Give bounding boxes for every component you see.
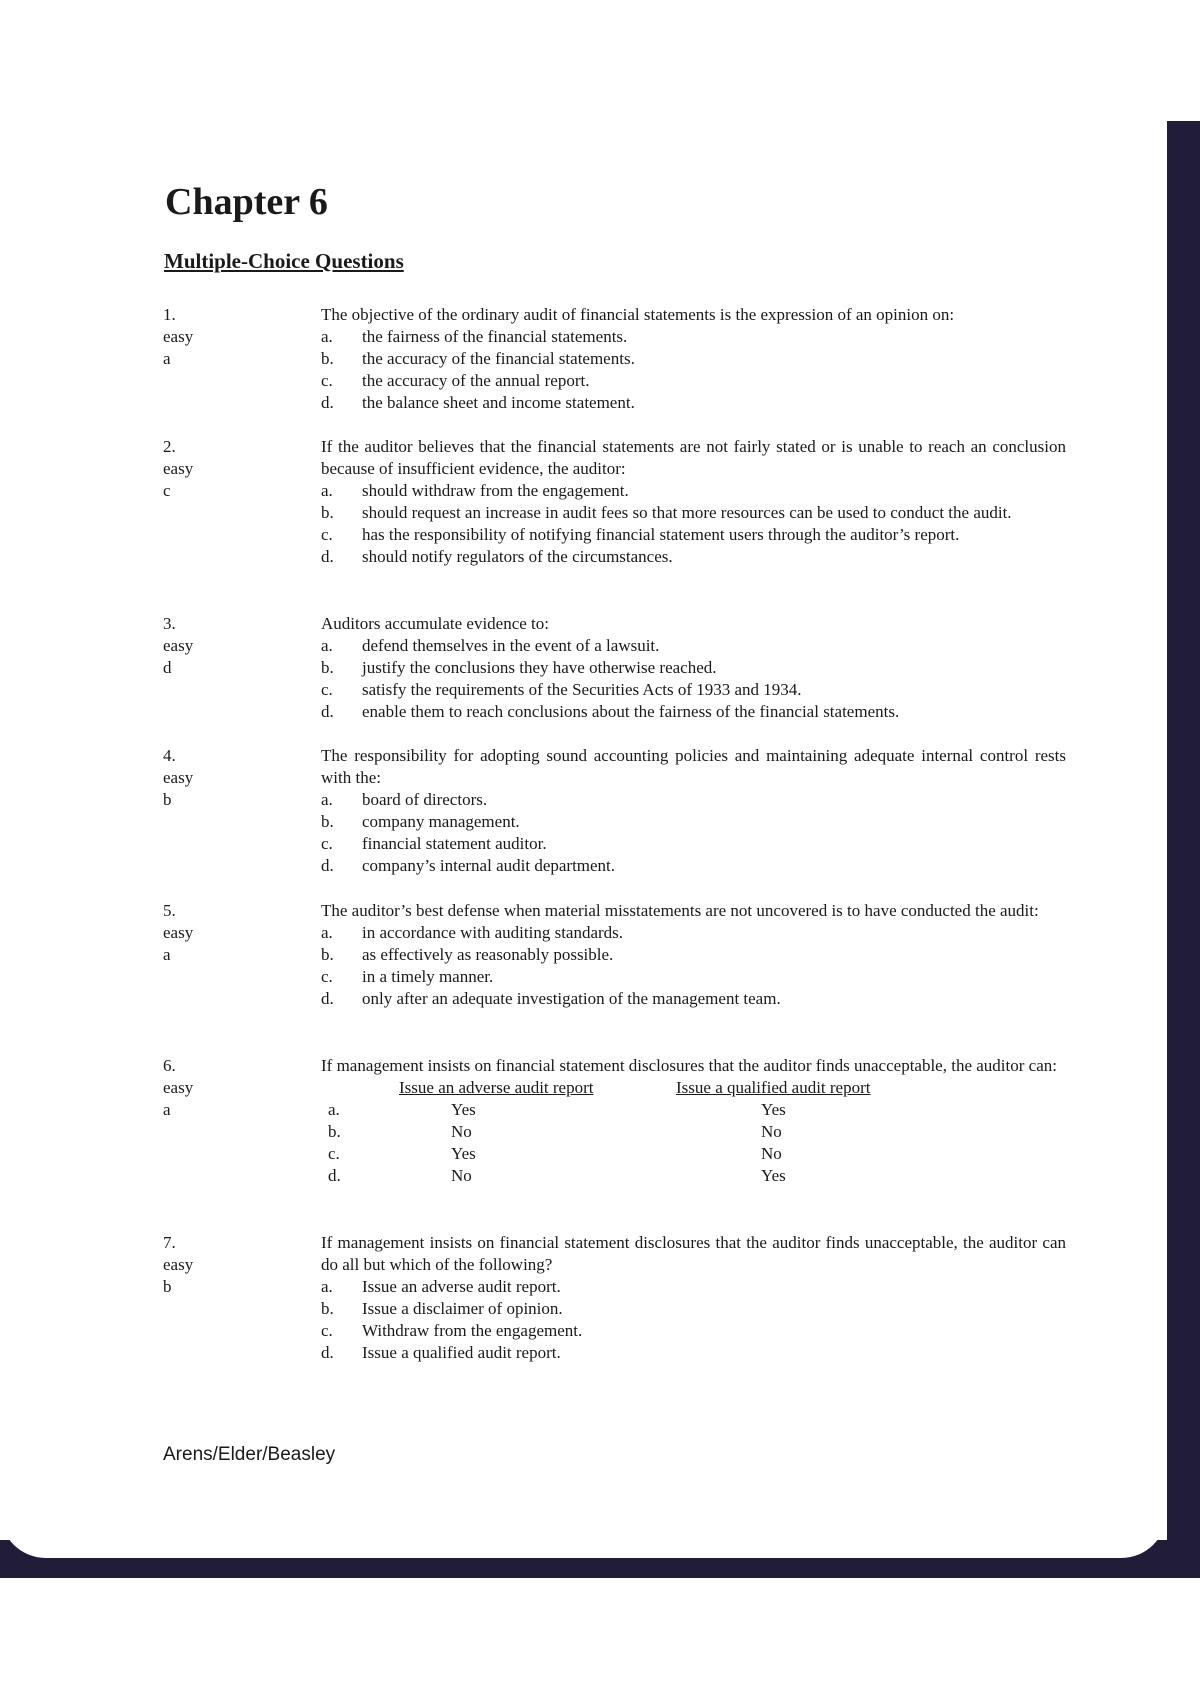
question-body bbox=[321, 745, 1066, 877]
question-meta bbox=[163, 1055, 243, 1121]
row-letter: a. bbox=[328, 1100, 340, 1119]
option-b bbox=[321, 348, 1066, 370]
table-header: Issue a qualified audit report bbox=[676, 1078, 871, 1097]
option-c bbox=[321, 524, 1066, 546]
option-text: enable them to reach conclusions about the fairness of the financial statements. bbox=[362, 702, 900, 721]
option-a bbox=[321, 326, 1066, 348]
option-c bbox=[321, 1320, 1066, 1342]
answer-table bbox=[321, 1077, 1066, 1187]
question-difficulty: easy bbox=[163, 768, 194, 787]
option-d bbox=[321, 1342, 1066, 1364]
question-answer: b bbox=[163, 790, 172, 809]
question-difficulty: easy bbox=[163, 1078, 194, 1097]
question-meta bbox=[163, 304, 243, 370]
table-cell: No bbox=[451, 1122, 472, 1141]
question-number: 5. bbox=[163, 901, 176, 920]
option-text: financial statement auditor. bbox=[362, 834, 547, 853]
option-a bbox=[321, 1276, 1066, 1298]
option-letter: b. bbox=[321, 658, 334, 677]
option-d bbox=[321, 855, 1066, 877]
question-meta bbox=[163, 436, 243, 502]
option-text: company’s internal audit department. bbox=[362, 856, 616, 875]
option-d bbox=[321, 392, 1066, 414]
question-answer: c bbox=[163, 481, 171, 500]
option-letter: c. bbox=[321, 834, 333, 853]
option-letter: b. bbox=[321, 1299, 334, 1318]
option-text: only after an adequate investigation of the management team. bbox=[362, 989, 781, 1008]
chapter-title: Chapter 6 bbox=[165, 181, 328, 223]
option-letter: c. bbox=[321, 680, 333, 699]
option-a bbox=[321, 922, 1066, 944]
question-stem: If management insists on financial statement disclosures that the auditor finds unacceptable, the auditor can: bbox=[321, 1056, 1057, 1075]
option-text: company management. bbox=[362, 812, 520, 831]
question-stem: If management insists on financial statement disclosures that the auditor finds unacceptable, the auditor can do all but which of the following? bbox=[321, 1233, 1066, 1274]
question-stem: The responsibility for adopting sound accounting policies and maintaining adequate internal control rests with the: bbox=[321, 746, 1066, 787]
option-b bbox=[321, 811, 1066, 833]
option-letter: d. bbox=[321, 856, 334, 875]
option-a bbox=[321, 480, 1066, 502]
question-number: 3. bbox=[163, 614, 176, 633]
option-text: Issue a qualified audit report. bbox=[362, 1343, 561, 1362]
option-text: in accordance with auditing standards. bbox=[362, 923, 624, 942]
question-meta bbox=[163, 613, 243, 679]
question-difficulty: easy bbox=[163, 636, 194, 655]
option-d bbox=[321, 546, 1066, 568]
section-title: Multiple-Choice Questions bbox=[164, 249, 404, 273]
option-b bbox=[321, 944, 1066, 966]
option-b bbox=[321, 502, 1066, 524]
question-meta bbox=[163, 1232, 243, 1298]
question-meta bbox=[163, 900, 243, 966]
question-answer: b bbox=[163, 1277, 172, 1296]
option-b bbox=[321, 657, 1066, 679]
question-number: 2. bbox=[163, 437, 176, 456]
question-number: 1. bbox=[163, 305, 176, 324]
option-c bbox=[321, 833, 1066, 855]
table-cell: Yes bbox=[451, 1100, 476, 1119]
table-cell: Yes bbox=[761, 1100, 786, 1119]
option-letter: c. bbox=[321, 371, 333, 390]
option-text: board of directors. bbox=[362, 790, 488, 809]
option-text: should notify regulators of the circumstances. bbox=[362, 547, 673, 566]
option-letter: d. bbox=[321, 547, 334, 566]
option-text: the accuracy of the annual report. bbox=[362, 371, 590, 390]
question-body bbox=[321, 1232, 1066, 1364]
table-cell: No bbox=[761, 1122, 782, 1141]
question-stem: If the auditor believes that the financial statements are not fairly stated or is unable to reach an conclusion because of insufficient evidence, the auditor: bbox=[321, 437, 1066, 478]
question-body bbox=[321, 900, 1066, 1010]
option-text: in a timely manner. bbox=[362, 967, 494, 986]
question-body bbox=[321, 1055, 1066, 1187]
option-letter: b. bbox=[321, 503, 334, 522]
option-letter: a. bbox=[321, 923, 333, 942]
row-letter: c. bbox=[328, 1144, 340, 1163]
question-stem: The objective of the ordinary audit of financial statements is the expression of an opinion on: bbox=[321, 305, 955, 324]
option-text: Issue a disclaimer of opinion. bbox=[362, 1299, 563, 1318]
option-text: the accuracy of the financial statements. bbox=[362, 349, 635, 368]
option-d bbox=[321, 988, 1066, 1010]
question-meta bbox=[163, 745, 243, 811]
question-body bbox=[321, 613, 1066, 723]
table-cell: No bbox=[761, 1144, 782, 1163]
question-number: 7. bbox=[163, 1233, 176, 1252]
option-text: satisfy the requirements of the Securities Acts of 1933 and 1934. bbox=[362, 680, 802, 699]
row-letter: d. bbox=[328, 1166, 341, 1185]
option-letter: c. bbox=[321, 967, 333, 986]
option-a bbox=[321, 635, 1066, 657]
option-letter: c. bbox=[321, 525, 333, 544]
option-letter: d. bbox=[321, 1343, 334, 1362]
question-body bbox=[321, 304, 1066, 414]
question-body bbox=[321, 436, 1066, 568]
question-number: 6. bbox=[163, 1056, 176, 1075]
question-stem: The auditor’s best defense when material misstatements are not uncovered is to have conducted the audit: bbox=[321, 901, 1039, 920]
option-c bbox=[321, 370, 1066, 392]
option-text: Issue an adverse audit report. bbox=[362, 1277, 561, 1296]
question-answer: d bbox=[163, 658, 172, 677]
option-letter: a. bbox=[321, 636, 333, 655]
option-text: justify the conclusions they have otherwise reached. bbox=[362, 658, 717, 677]
option-a bbox=[321, 789, 1066, 811]
option-letter: b. bbox=[321, 349, 334, 368]
table-row bbox=[321, 1099, 941, 1121]
table-cell: Yes bbox=[451, 1144, 476, 1163]
option-letter: a. bbox=[321, 1277, 333, 1296]
question-number: 4. bbox=[163, 746, 176, 765]
option-text: as effectively as reasonably possible. bbox=[362, 945, 614, 964]
option-letter: a. bbox=[321, 790, 333, 809]
question-difficulty: easy bbox=[163, 327, 194, 346]
dark-frame-right bbox=[1167, 121, 1200, 1574]
option-c bbox=[321, 679, 1066, 701]
option-text: the fairness of the financial statements. bbox=[362, 327, 628, 346]
table-cell: No bbox=[451, 1166, 472, 1185]
option-text: should withdraw from the engagement. bbox=[362, 481, 629, 500]
option-d bbox=[321, 701, 1066, 723]
option-c bbox=[321, 966, 1066, 988]
question-answer: a bbox=[163, 945, 171, 964]
option-letter: d. bbox=[321, 393, 334, 412]
table-row bbox=[321, 1165, 941, 1187]
option-text: should request an increase in audit fees so that more resources can be used to conduct the audit. bbox=[362, 503, 1012, 522]
option-letter: a. bbox=[321, 327, 333, 346]
question-difficulty: easy bbox=[163, 459, 194, 478]
option-text: the balance sheet and income statement. bbox=[362, 393, 635, 412]
footer-authors: Arens/Elder/Beasley bbox=[163, 1444, 336, 1465]
option-letter: d. bbox=[321, 702, 334, 721]
option-b bbox=[321, 1298, 1066, 1320]
option-letter: d. bbox=[321, 989, 334, 1008]
table-cell: Yes bbox=[761, 1166, 786, 1185]
option-text: has the responsibility of notifying financial statement users through the auditor’s report. bbox=[362, 525, 960, 544]
option-letter: b. bbox=[321, 812, 334, 831]
question-stem: Auditors accumulate evidence to: bbox=[321, 614, 549, 633]
option-letter: c. bbox=[321, 1321, 333, 1340]
row-letter: b. bbox=[328, 1122, 341, 1141]
option-text: defend themselves in the event of a lawsuit. bbox=[362, 636, 660, 655]
question-difficulty: easy bbox=[163, 923, 194, 942]
table-row bbox=[321, 1143, 941, 1165]
table-row bbox=[321, 1121, 941, 1143]
question-answer: a bbox=[163, 1100, 171, 1119]
option-letter: b. bbox=[321, 945, 334, 964]
question-answer: a bbox=[163, 349, 171, 368]
option-letter: a. bbox=[321, 481, 333, 500]
option-text: Withdraw from the engagement. bbox=[362, 1321, 583, 1340]
table-header: Issue an adverse audit report bbox=[399, 1078, 594, 1097]
question-difficulty: easy bbox=[163, 1255, 194, 1274]
